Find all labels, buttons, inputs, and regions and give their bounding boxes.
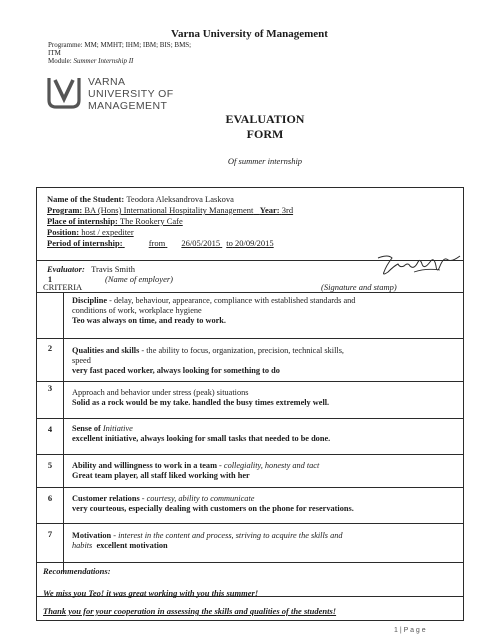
handwritten-signature xyxy=(374,252,464,278)
row-divider-3 xyxy=(37,418,463,419)
logo-text xyxy=(88,76,174,112)
criterion-4-desc: Initiative xyxy=(100,424,133,433)
criterion-2-comment: very fast paced worker, always looking for something to do xyxy=(72,366,280,375)
criterion-7-title: Motivation xyxy=(72,531,112,540)
criterion-5-comment: Great team player, all staff liked working with her xyxy=(72,471,250,480)
criterion-5-title: Ability and willingness to work in a team xyxy=(72,461,217,470)
period-to-label: to xyxy=(226,238,233,248)
recommendations-label: Recommendations: xyxy=(43,566,111,576)
criterion-7-comment: excellent motivation xyxy=(96,541,168,550)
criterion-1-desc2: conditions of work, workplace hygiene xyxy=(72,306,202,315)
criterion-5-number: 5 xyxy=(47,460,53,470)
criterion-1-comment: Teo was always on time, and ready to work. xyxy=(72,316,226,325)
criterion-3-comment: Solid as a rock would be my take. handled the busy times extremely well. xyxy=(72,398,330,407)
position-row xyxy=(47,227,134,237)
evaluator-name: Travis Smith xyxy=(91,264,136,274)
period-label: Period of internship: xyxy=(47,238,123,248)
program-value: BA (Hons) International Hospitality Management xyxy=(84,205,254,215)
university-title: Varna University of Management xyxy=(171,28,328,40)
page-footer: 1 | P a g e xyxy=(394,627,426,634)
student-name-value: Teodora Aleksandrova Laskova xyxy=(126,194,234,204)
evaluator-name-caption: (Name of employer) xyxy=(105,274,173,284)
period-row xyxy=(47,238,274,248)
criterion-7 xyxy=(72,531,460,551)
criterion-6-title: Customer relations xyxy=(72,494,140,503)
period-to-value: 20/09/2015 xyxy=(234,238,274,248)
row-divider-2 xyxy=(37,381,463,382)
vum-logo-icon xyxy=(46,74,82,110)
criterion-6-comment: very courteous, especially dealing with customers on the phone for reservations. xyxy=(72,504,354,513)
logo-line-university: UNIVERSITY OF xyxy=(88,88,174,100)
criterion-2-desc2: speed xyxy=(72,356,91,365)
year-value: 3rd xyxy=(281,205,294,215)
criterion-3-number: 3 xyxy=(47,383,53,393)
place-label: Place of internship: xyxy=(47,216,118,226)
criterion-4-number: 4 xyxy=(47,424,53,434)
criterion-6 xyxy=(72,494,460,514)
form-subtitle: Of summer internship xyxy=(227,156,303,166)
program-label: Program: xyxy=(47,205,83,215)
programme-line-cont: ITM xyxy=(48,49,61,57)
criterion-1 xyxy=(72,296,460,326)
criterion-7-desc2: habits xyxy=(72,541,93,550)
place-value: The Rookery Cafe xyxy=(119,216,183,226)
form-title xyxy=(150,112,380,142)
logo-line-management: MANAGEMENT xyxy=(88,100,168,112)
programme-line: Programme: MM; MMHT; IHM; IBM; BIS; BMS; xyxy=(48,41,192,49)
logo-line-varna: VARNA xyxy=(88,76,126,88)
form-title-line2: FORM xyxy=(246,127,284,141)
criteria-number-column-line xyxy=(63,292,64,572)
evaluator-row xyxy=(47,264,135,274)
form-title-line1: EVALUATION xyxy=(225,112,305,126)
criterion-7-desc: - interest in the content and process, striving to acquire the skills and xyxy=(111,531,343,540)
row-divider-5 xyxy=(37,487,463,488)
criteria-top-line xyxy=(37,292,463,293)
row-divider-6 xyxy=(37,523,463,524)
closing-text: Thank you for your cooperation in assessing the skills and qualities of the students! xyxy=(43,606,337,616)
criterion-4 xyxy=(72,424,460,444)
criterion-3 xyxy=(72,388,460,408)
signature-caption: (Signature and stamp) xyxy=(321,282,397,292)
criterion-5 xyxy=(72,461,460,481)
criteria-heading: CRITERIA xyxy=(43,282,83,292)
row-divider-7 xyxy=(37,562,463,563)
criterion-2-number: 2 xyxy=(47,343,53,353)
criterion-1-title: Discipline xyxy=(72,296,108,305)
criterion-2-title: Qualities and skills xyxy=(72,346,140,355)
criterion-6-number: 6 xyxy=(47,493,53,503)
module-value: Summer Internship II xyxy=(73,57,134,65)
criterion-7-number: 7 xyxy=(47,529,53,539)
program-row xyxy=(47,205,293,215)
year-label: Year: xyxy=(259,205,280,215)
period-from-label: from xyxy=(148,238,166,248)
module-label: Module: xyxy=(48,57,74,65)
criterion-3-desc: Approach and behavior under stress (peak) situations xyxy=(72,388,249,397)
criterion-1-number: 1 xyxy=(47,274,53,284)
criterion-5-desc: - collegiality, honesty and tact xyxy=(216,461,320,470)
criterion-4-title: Sense of xyxy=(72,424,101,433)
position-value: host / expediter xyxy=(81,227,134,237)
criterion-2-desc: - the ability to focus, organization, precision, technical skills, xyxy=(139,346,345,355)
student-name-row xyxy=(47,194,234,204)
student-name-label: Name of the Student: xyxy=(47,194,125,204)
criterion-4-comment: excellent initiative, always looking for small tasks that needed to be done. xyxy=(72,434,331,443)
criterion-1-desc: - delay, behaviour, appearance, compliance with established standards and xyxy=(107,296,356,305)
place-row xyxy=(47,216,183,226)
recommendations-text: We miss you Teo! it was great working with you this summer! xyxy=(43,588,259,598)
module-line xyxy=(48,57,133,65)
row-divider-1 xyxy=(37,338,463,339)
period-from-value: 26/05/2015 xyxy=(181,238,221,248)
row-divider-4 xyxy=(37,454,463,455)
position-label: Position: xyxy=(47,227,80,237)
criterion-6-desc: - courtesy, ability to communicate xyxy=(139,494,255,503)
criterion-2 xyxy=(72,346,460,376)
evaluator-label: Evaluator: xyxy=(47,264,85,274)
